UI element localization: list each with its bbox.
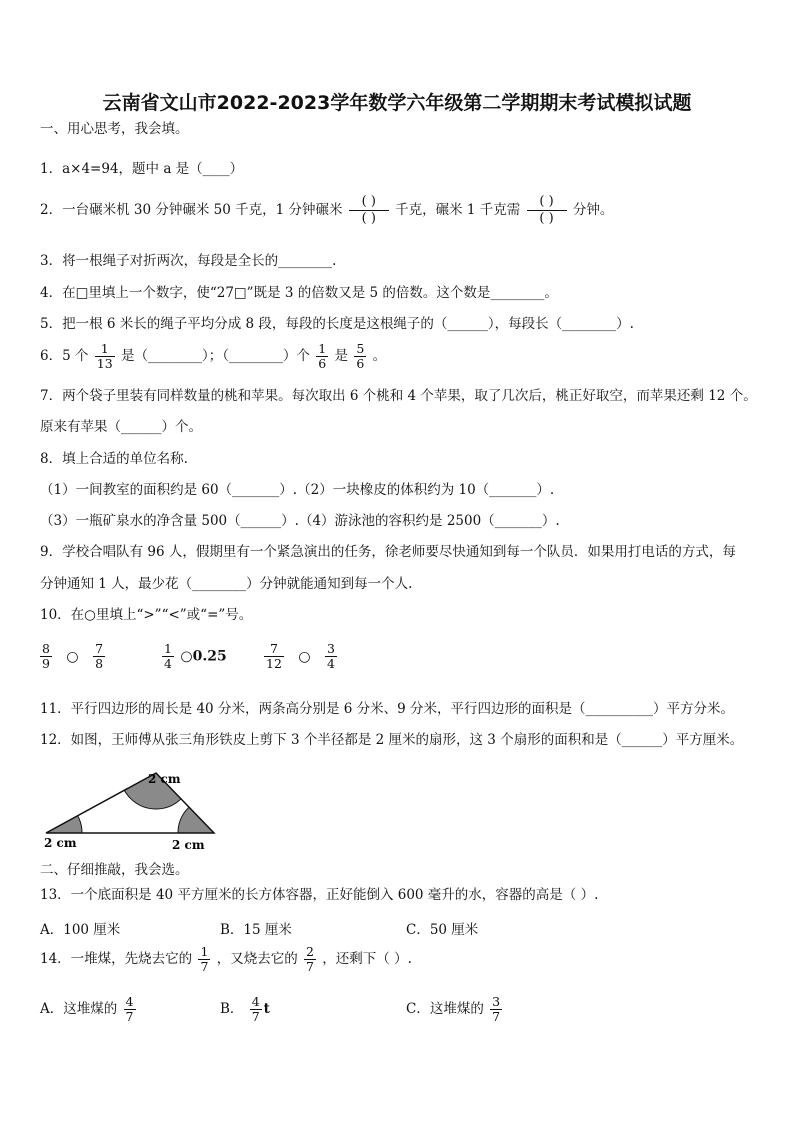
q14-option-b: B． $\frac{4}{7}$ t bbox=[220, 994, 270, 1024]
q14-option-a: A．这堆煤的 $\frac{4}{7}$ bbox=[40, 994, 134, 1024]
question-9-line-2: 分钟通知 1 人，最少花（________）分钟就能通知到每一个人. bbox=[40, 576, 413, 592]
q14-option-c: C．这堆煤的 $\frac{3}{7}$ bbox=[406, 994, 501, 1024]
question-7-line-2: 原来有苹果（______）个。 bbox=[40, 419, 202, 435]
fraction: $\frac{5}{6}$ bbox=[356, 341, 365, 371]
question-9-line-1: 9．学校合唱队有 96 人，假期里有一个紧急演出的任务，徐老师要尽快通知到每一个队员．如果用打电话的方式，每 bbox=[40, 544, 736, 560]
label-right: 2 cm bbox=[172, 838, 205, 852]
blank-fraction-1: ( ) ( ) bbox=[349, 194, 389, 227]
section-1-heading: 一、用心思考，我会填。 bbox=[40, 121, 189, 137]
question-3: 3．将一根绳子对折两次，每段是全长的________. bbox=[40, 253, 337, 269]
question-14: 14．一堆煤，先烧去它的 $\frac{1}{7}$ ，又烧去它的 $\frac{2}{7}$ ，还剩下（ ）. bbox=[40, 944, 412, 974]
question-7-line-1: 7．两个袋子里装有同样数量的桃和苹果。每次取出 6 个桃和 4 个苹果，取了几次后，桃正好取空，而苹果还剩 12 个。 bbox=[40, 388, 757, 404]
question-5: 5．把一根 6 米长的绳子平均分成 8 段，每段的长度是这根绳子的（______），每段长（________）. bbox=[40, 316, 634, 332]
comparison-3: $\frac{7}{12}$ ○ $\frac{3}{4}$ bbox=[266, 641, 335, 671]
fraction: $\frac{1}{13}$ bbox=[96, 341, 113, 371]
question-11: 11．平行四边形的周长是 40 分米，两条高分别是 6 分米、9 分米，平行四边形的面积是（__________）平方分米。 bbox=[40, 701, 734, 717]
question-6: 6．5 个 $\frac{1}{13}$ 是（________）；（________）个 $\frac{1}{6}$ 是 $\frac{5}{6}$ 。 bbox=[40, 341, 387, 371]
q13-option-b: B．15 厘米 bbox=[220, 922, 292, 938]
q13-option-a: A．100 厘米 bbox=[40, 922, 121, 938]
question-8-line-2: （1）一间教室的面积约是 60（_______）.（2）一块橡皮的体积约为 10（_______）. bbox=[40, 482, 555, 498]
comparison-2: $\frac{1}{4}$ ○0.25 bbox=[164, 641, 227, 671]
fraction: $\frac{1}{6}$ bbox=[318, 341, 327, 371]
triangle-figure bbox=[40, 763, 230, 853]
question-12: 12．如图，王师傅从张三角形铁皮上剪下 3 个半径都是 2 厘米的扇形，这 3 个扇形的面积和是（______）平方厘米。 bbox=[40, 732, 744, 748]
question-8-line-3: （3）一瓶矿泉水的净含量 500（______）.（4）游泳池的容积约是 2500（_______）. bbox=[40, 513, 560, 529]
question-1: 1．a×4=94，题中 a 是（____） bbox=[40, 161, 244, 177]
section-2-heading: 二、仔细推敲，我会选。 bbox=[40, 862, 189, 878]
comparison-1: $\frac{8}{9}$ ○ $\frac{7}{8}$ bbox=[42, 641, 104, 671]
q13-option-c: C．50 厘米 bbox=[406, 922, 479, 938]
blank-fraction-2: ( ) ( ) bbox=[527, 194, 567, 227]
question-4: 4．在□里填上一个数字，使“27□”既是 3 的倍数又是 5 的倍数。这个数是________。 bbox=[40, 285, 558, 301]
label-top: 2 cm bbox=[148, 772, 181, 786]
question-8-line-1: 8．填上合适的单位名称. bbox=[40, 451, 188, 467]
question-10: 10．在○里填上“>”“<”或“=”号。 bbox=[40, 607, 253, 623]
page-title: 云南省文山市2022-2023学年数学六年级第二学期期末考试模拟试题 bbox=[102, 92, 692, 114]
question-13: 13．一个底面积是 40 平方厘米的长方体容器，正好能倒入 600 毫升的水，容器的高是（ ）. bbox=[40, 887, 599, 903]
question-2: 2．一台碾米机 30 分钟碾米 50 千克，1 分钟碾米 ( ) ( ) 千克，碾米 1 千克需 ( ) ( ) 分钟。 bbox=[40, 194, 614, 226]
label-left: 2 cm bbox=[44, 836, 77, 850]
